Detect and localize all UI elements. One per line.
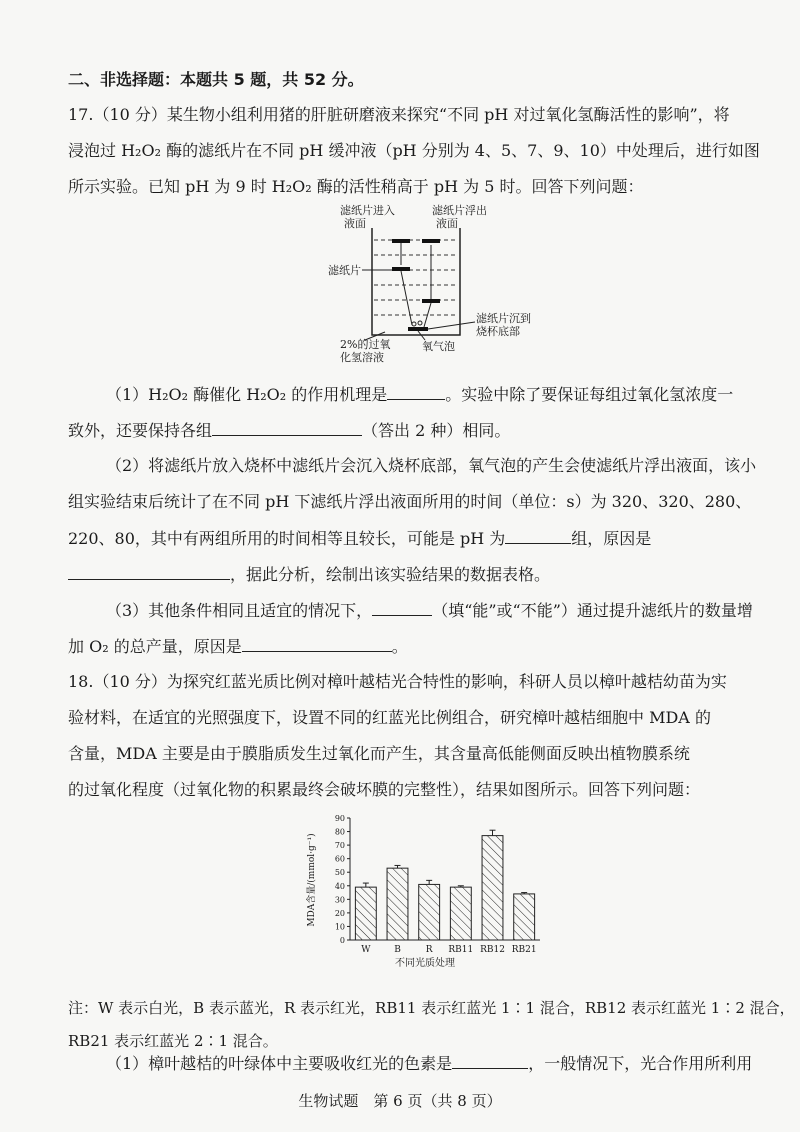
answer-blank-5[interactable] bbox=[372, 599, 432, 616]
label-enter: 滤纸片进入 bbox=[340, 204, 395, 217]
q18-p1 bbox=[106, 1052, 752, 1075]
paper-float bbox=[422, 239, 440, 243]
q18-p1-a: （1）樟叶越桔的叶绿体中主要吸收红光的色素是 bbox=[106, 1054, 453, 1073]
x-tick-label-RB21: RB21 bbox=[511, 945, 537, 955]
q17-p2-c: 220、80，其中有两组所用的时间相等且较长，可能是 pH 为 bbox=[68, 529, 506, 548]
paper-bottom bbox=[408, 327, 428, 331]
chart-ylabel: MDA含量/(mmol·g⁻¹) bbox=[307, 833, 317, 927]
answer-blank-2[interactable] bbox=[212, 419, 362, 436]
q17-p1-d: （答出 2 种）相同。 bbox=[362, 421, 511, 440]
mda-bar-chart bbox=[300, 810, 560, 970]
y-tick-label: 20 bbox=[334, 908, 345, 918]
q17-p2-e: ，据此分析，绘制出该实验结果的数据表格。 bbox=[230, 565, 551, 584]
bar-W bbox=[355, 887, 376, 940]
page-footer: 生物试题 第 6 页（共 8 页） bbox=[298, 1092, 502, 1110]
label-float: 滤纸片浮出 bbox=[432, 204, 487, 217]
answer-blank-7[interactable] bbox=[452, 1052, 528, 1069]
beaker-diagram bbox=[300, 200, 540, 370]
answer-blank-1[interactable] bbox=[387, 383, 445, 400]
bar-R bbox=[419, 884, 440, 940]
liquid-lines bbox=[374, 240, 458, 315]
x-tick-label-RB11: RB11 bbox=[448, 945, 474, 955]
q17-p3-b: （填“能”或“不能”）通过提升滤纸片的数量增 bbox=[432, 601, 753, 620]
q17-p2-line2: 组实验结束后统计了在不同 pH 下滤纸片浮出液面所用的时间（单位：s）为 320、320、280、 bbox=[68, 492, 752, 511]
q17-p3-d: 。 bbox=[391, 637, 408, 656]
bar-RB11 bbox=[450, 887, 471, 940]
q18-note-line1: 注：W 表示白光，B 表示蓝光，R 表示红光，RB11 表示红蓝光 1∶1 混合，RB12 表示红蓝光 1∶2 混合， bbox=[68, 999, 795, 1017]
q17-p3-line1 bbox=[106, 599, 753, 622]
bar-RB12 bbox=[482, 836, 503, 940]
q18-line2: 验材料，在适宜的光照强度下，设置不同的红蓝光比例组合，研究樟叶越桔细胞中 MDA 的 bbox=[68, 708, 711, 727]
q17-p3-line2 bbox=[68, 635, 408, 658]
q17-line2: 浸泡过 H₂O₂ 酶的滤纸片在不同 pH 缓冲液（pH 分别为 4、5、7、9、10）中处理后，进行如图 bbox=[68, 141, 760, 160]
q18-p1-b: ，一般情况下，光合作用所利用 bbox=[528, 1054, 753, 1073]
y-tick-label: 70 bbox=[334, 841, 345, 851]
answer-blank-4[interactable] bbox=[68, 563, 230, 580]
q17-p1-a: （1）H₂O₂ 酶催化 H₂O₂ 的作用机理是 bbox=[106, 385, 388, 404]
q17-p1-b: 。实验中除了要保证每组过氧化氢浓度一 bbox=[445, 385, 734, 404]
q17-p3-c: 加 O₂ 的总产量，原因是 bbox=[68, 637, 242, 656]
paper-rise bbox=[422, 299, 440, 303]
q17-p3-a: （3）其他条件相同且适宜的情况下， bbox=[106, 601, 373, 620]
y-tick-label: 10 bbox=[334, 922, 345, 932]
label-sink: 滤纸片沉到 bbox=[476, 312, 531, 325]
q17-p1-c: 致外，还要保持各组 bbox=[68, 421, 213, 440]
x-tick-label-B: B bbox=[394, 945, 401, 955]
label-enter2: 液面 bbox=[344, 217, 366, 230]
y-tick-label: 80 bbox=[334, 827, 345, 837]
label-float2: 液面 bbox=[436, 217, 458, 230]
answer-blank-6[interactable] bbox=[242, 635, 392, 652]
chart-bars bbox=[355, 830, 536, 955]
q17-p2-line4 bbox=[68, 563, 550, 586]
q17-line3: 所示实验。已知 pH 为 9 时 H₂O₂ 酶的活性稍高于 pH 为 5 时。回答下列问题： bbox=[68, 177, 644, 196]
bar-RB21 bbox=[514, 894, 535, 940]
answer-blank-3[interactable] bbox=[505, 527, 571, 544]
section-title: 二、非选择题：本题共 5 题，共 52 分。 bbox=[68, 70, 364, 89]
paper-mid bbox=[392, 267, 410, 271]
q17-p2-d: 组，原因是 bbox=[571, 529, 652, 548]
bar-B bbox=[387, 868, 408, 940]
q17-p1-line2 bbox=[68, 419, 510, 442]
q17-p2-line3 bbox=[68, 527, 651, 550]
q17-p2-line1: （2）将滤纸片放入烧杯中滤纸片会沉入烧杯底部，氧气泡的产生会使滤纸片浮出液面，该小 bbox=[106, 456, 757, 475]
x-tick-label-W: W bbox=[361, 945, 371, 955]
label-bubble: 氧气泡 bbox=[422, 340, 455, 353]
x-tick-label-R: R bbox=[425, 945, 433, 955]
label-sink2: 烧杯底部 bbox=[476, 325, 520, 338]
paper-enter bbox=[392, 239, 410, 243]
y-tick-label: 90 bbox=[334, 814, 345, 823]
y-tick-label: 0 bbox=[339, 936, 345, 945]
label-solution2: 化氢溶液 bbox=[340, 351, 384, 364]
beaker-outline bbox=[372, 228, 460, 335]
y-tick-label: 30 bbox=[334, 895, 345, 905]
label-paper: 滤纸片 bbox=[328, 264, 361, 277]
q17-line1: 17.（10 分）某生物小组利用猪的肝脏研磨液来探究“不同 pH 对过氧化氢酶活性的影响”，将 bbox=[68, 105, 730, 124]
q18-note-line2: RB21 表示红蓝光 2∶1 混合。 bbox=[68, 1032, 278, 1050]
label-solution: 2%的过氧 bbox=[340, 338, 391, 351]
q18-line4: 的过氧化程度（过氧化物的积累最终会破坏膜的完整性），结果如图所示。回答下列问题： bbox=[68, 780, 701, 799]
y-tick-label: 60 bbox=[334, 854, 345, 864]
chart-xlabel: 不同光质处理 bbox=[395, 958, 455, 969]
q18-line1: 18.（10 分）为探究红蓝光质比例对樟叶越桔光合特性的影响，科研人员以樟叶越桔幼苗为实 bbox=[68, 672, 727, 691]
q17-p1-line1 bbox=[106, 383, 733, 406]
x-tick-label-RB12: RB12 bbox=[480, 945, 505, 955]
q18-line3: 含量，MDA 主要是由于膜脂质发生过氧化而产生，其含量高低能侧面反映出植物膜系统 bbox=[68, 744, 690, 763]
y-tick-label: 50 bbox=[334, 868, 345, 878]
y-tick-label: 40 bbox=[334, 881, 345, 891]
